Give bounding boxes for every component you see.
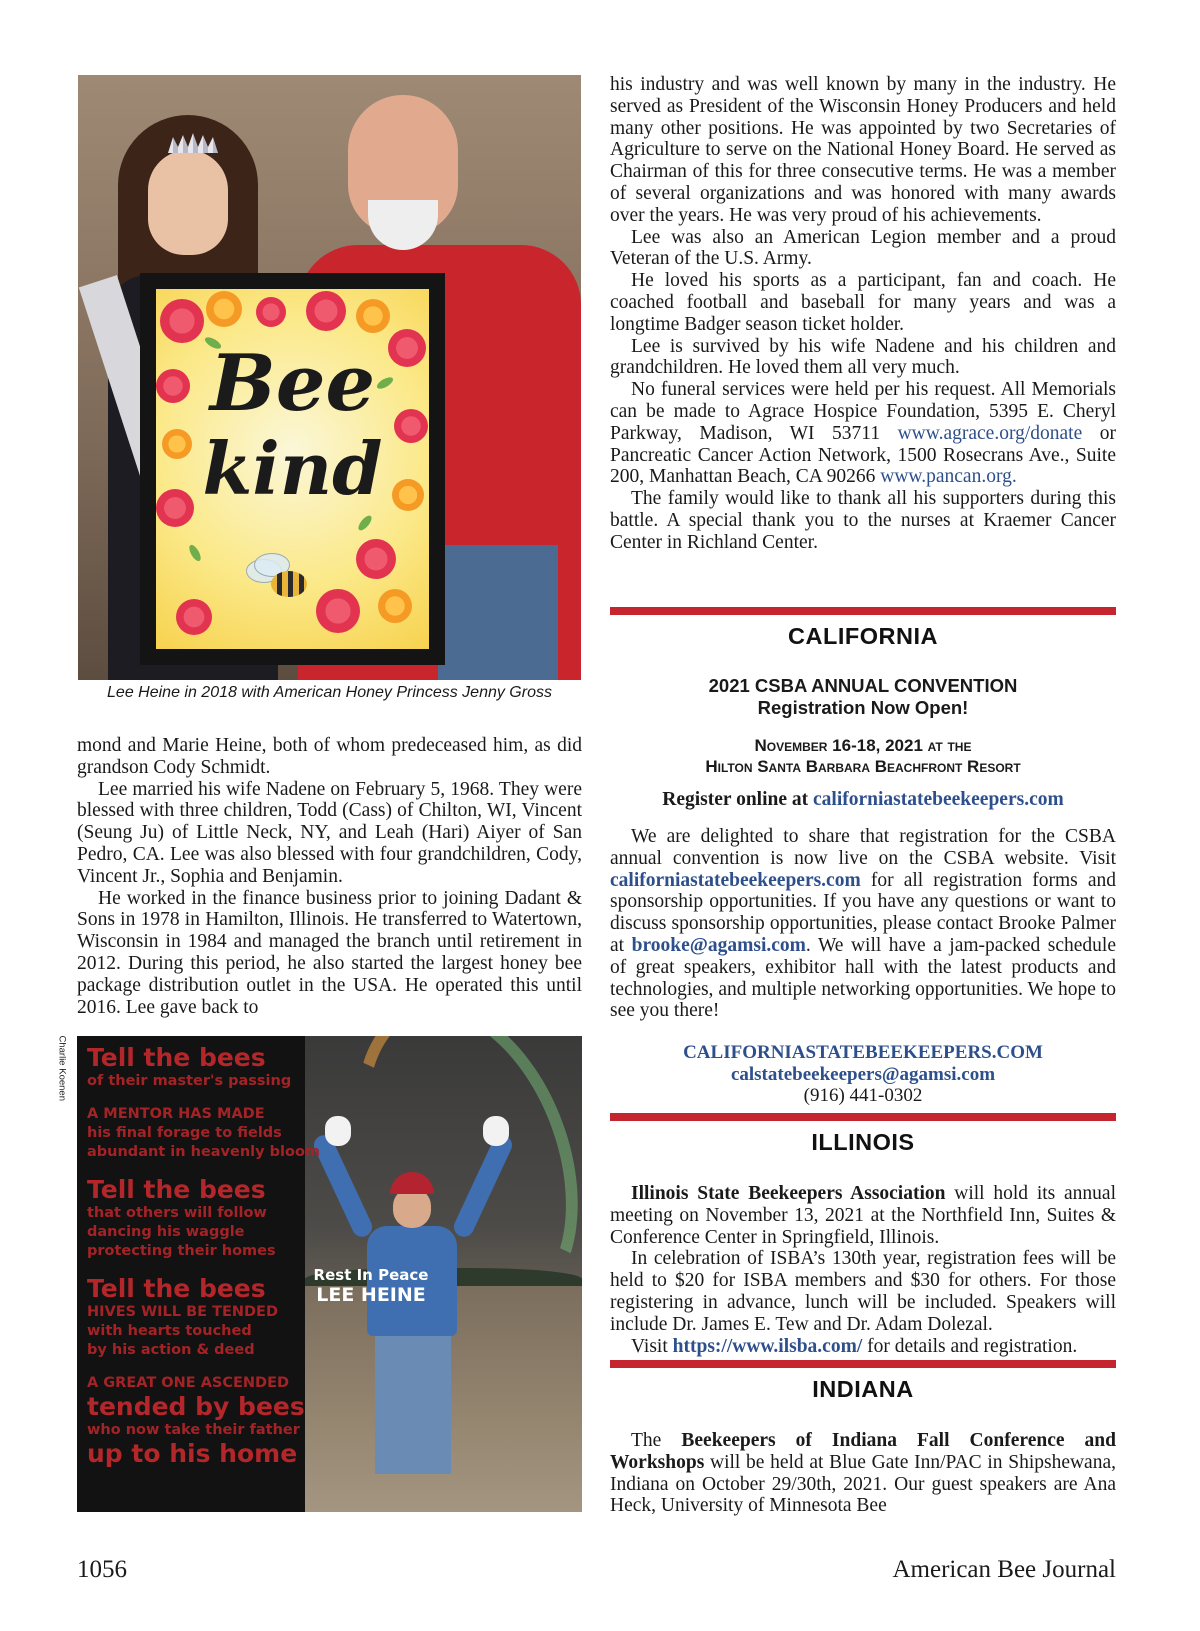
- california-contact: [610, 1042, 1116, 1107]
- paragraph: his industry and was well known by many in the industry. He served as President of the Wisconsin Honey Producers and held many other positions. He was appointed by two Secretaries of Agriculture to serve on the National Honey Board. He served as Chairman of this for three consecutive terms. He was a member of several organizations and was honored with many awards over the years. He was very proud of his achievements.: [610, 74, 1116, 226]
- rest-in-peace-label: [309, 1266, 433, 1306]
- poem-line: up to his home: [87, 1439, 298, 1468]
- register-link[interactable]: californiastatebeekeepers.com: [813, 789, 1064, 810]
- paragraph: No funeral services were held per his request. All Memorials can be made to Agrace Hospice Foundation, 5395 E. Cheryl Parkway, Madison, WI 53711 www.agrace.org/donate or Pancreatic Cancer Action Network, 1500 Rosecrans Ave., Suite 200, Manhattan Beach, CA 90266 www.pancan.org.: [610, 379, 1116, 488]
- poem-line: with hearts touched: [87, 1323, 252, 1339]
- poem-line: A GREAT ONE ASCENDED: [87, 1375, 290, 1391]
- registration-open: Registration Now Open!: [757, 697, 969, 718]
- paragraph: mond and Marie Heine, both of whom predeceased him, as did grandson Cody Schmidt.: [77, 735, 582, 778]
- paragraph: He loved his sports as a participant, fan and coach. He coached football and baseball for many years and was a longtime Badger season ticket holder.: [610, 270, 1116, 335]
- illinois-body: Illinois State Beekeepers Association will hold its annual meeting on November 13, 2021 at the Northfield Inn, Suites & Conference Center in Springfield, Illinois. In celebration of ISBA’s 130th year, registration fees will be held to $20 for ISBA members and $30 for others. For those registering in advance, lunch will be included. Speakers will include Dr. James E. Tew and Dr. Adam Dolezal. Visit https://www.ilsba.com/ for details and registration.: [610, 1183, 1116, 1357]
- poem-spacer: [87, 1360, 387, 1374]
- poem-line: Tell the bees: [87, 1274, 266, 1303]
- page-number: 1056: [77, 1556, 127, 1583]
- poem-line: that others will follow: [87, 1205, 267, 1221]
- poem-line: who now take their father: [87, 1422, 300, 1438]
- poem-line: of their master's passing: [87, 1073, 292, 1089]
- memorial-poster: [77, 1036, 582, 1512]
- contact-email-link[interactable]: calstatebeekeepers@agamsi.com: [730, 1063, 996, 1085]
- poem-line: tended by bees: [87, 1392, 305, 1421]
- poem-line: Tell the bees: [87, 1175, 266, 1204]
- paragraph: He worked in the finance business prior to joining Dadant & Sons in 1978 in Hamilton, Illinois. He transferred to Watertown, Wisconsin in 1984 and managed the branch until retirement in 2012. During this period, he also started the largest honey bee package distribution outlet in the USA. He operated this until 2016. Lee gave back to: [77, 887, 582, 1018]
- photo-credit: [56, 1036, 70, 1120]
- section-divider: [610, 1113, 1116, 1121]
- bee-icon: [246, 559, 316, 609]
- paragraph: The family would like to thank all his supporters during this battle. A special thank you to the nurses at Kraemer Cancer Center in Richland Center.: [610, 488, 1116, 553]
- csba-website-link[interactable]: californiastatebeekeepers.com: [610, 869, 861, 891]
- indiana-body: The Beekeepers of Indiana Fall Conference and Workshops will be held at Blue Gate Inn/PAC in Shipshewana, Indiana on October 29/30th, 2021. Our guest speakers are Ana Heck, University of Minnesota Bee: [610, 1430, 1116, 1517]
- section-heading-illinois: ILLINOIS: [811, 1129, 915, 1155]
- poem-line: abundant in heavenly bloom: [87, 1144, 321, 1160]
- journal-name: American Bee Journal: [892, 1556, 1116, 1583]
- register-online-line: Register online at californiastatebeekeepers.com: [662, 789, 1064, 810]
- poem-line: Tell the bees: [87, 1043, 266, 1072]
- convention-venue: Hilton Santa Barbara Beachfront Resort: [705, 757, 1021, 776]
- artwork-word-kind: kind: [202, 426, 383, 511]
- rip-line-1: Rest In Peace: [313, 1266, 429, 1284]
- paragraph: Lee was also an American Legion member and a proud Veteran of the U.S. Army.: [610, 226, 1116, 270]
- photo-caption: Lee Heine in 2018 with American Honey Princess Jenny Gross: [107, 684, 552, 701]
- convention-date: November 16-18, 2021 at the: [754, 736, 972, 755]
- rip-line-2: LEE HEINE: [316, 1284, 426, 1306]
- left-column-text: [77, 735, 582, 1018]
- convention-date-venue: [610, 735, 1116, 777]
- poem-line: protecting their homes: [87, 1243, 276, 1259]
- agrace-link[interactable]: www.agrace.org/donate: [897, 422, 1083, 444]
- poem-line: dancing his waggle: [87, 1224, 245, 1240]
- photo-credit-text: Charlie Koenen: [56, 1035, 68, 1101]
- california-body: We are delighted to share that registration for the CSBA annual convention is now live on the CSBA website. Visit californiastatebeekeepers.com for all registration forms and sponsorship opportunities. If you have any questions or want to discuss sponsorship opportunities, please contact Brooke Palmer at brooke@agamsi.com. We will have a jam-packed schedule of great speakers, exhibitor hall with the latest products and technologies, and multiple networking opportunities. We hope to see you there!: [610, 826, 1117, 1022]
- convention-title: 2021 CSBA ANNUAL CONVENTION: [708, 675, 1018, 696]
- paragraph: Lee married his wife Nadene on February 5, 1968. They were blessed with three children, Todd (Cass) of Chilton, WI, Vincent (Seung Ju) of Little Neck, NY, and Leah (Hari) Aiyer of San Pedro, CA. Lee was also blessed with four grandchildren, Cody, Vincent Jr., Sophia and Benjamin.: [77, 778, 582, 887]
- poem-line: by his action & deed: [87, 1342, 255, 1358]
- bee-kind-artwork: [140, 273, 445, 665]
- poem-line: his final forage to fields: [87, 1125, 282, 1141]
- section-divider: [610, 1360, 1116, 1368]
- section-divider: [610, 607, 1116, 615]
- poem-line: HIVES WILL BE TENDED: [87, 1304, 278, 1320]
- ilsba-link[interactable]: https://www.ilsba.com/: [672, 1335, 863, 1357]
- paragraph: Lee is survived by his wife Nadene and his children and grandchildren. He loved them all very much.: [610, 335, 1116, 379]
- section-heading-california: CALIFORNIA: [788, 623, 938, 649]
- poem-line: A MENTOR HAS MADE: [87, 1106, 265, 1122]
- poem-spacer: [87, 1162, 387, 1176]
- convention-subheading: [610, 675, 1116, 719]
- email-link[interactable]: brooke@agamsi.com: [631, 934, 806, 956]
- right-column-obituary: [610, 74, 1116, 554]
- artwork-word-bee: Bee: [209, 338, 376, 429]
- poem-spacer: [87, 1091, 387, 1105]
- contact-website-link[interactable]: CALIFORNIASTATEBEEKEEPERS.COM: [683, 1042, 1043, 1063]
- pancan-link[interactable]: www.pancan.org.: [880, 466, 1017, 488]
- section-heading-indiana: INDIANA: [812, 1376, 914, 1402]
- contact-phone: (916) 441-0302: [803, 1085, 923, 1106]
- photo-lee-heine-with-princess: [78, 75, 581, 680]
- tell-the-bees-poem: [87, 1044, 387, 1468]
